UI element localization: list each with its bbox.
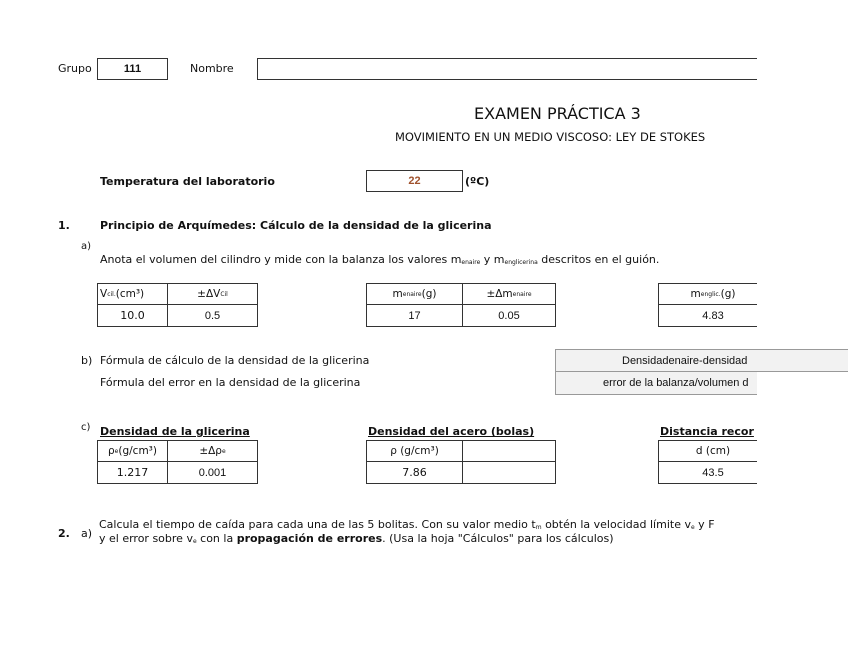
formula-density-input[interactable]: Densidadenaire-densidad (555, 349, 848, 372)
nombre-label: Nombre (190, 62, 234, 75)
density-steel-title: Densidad del acero (bolas) (368, 425, 535, 438)
mass-air-input[interactable]: 17 (366, 304, 463, 327)
density-steel-header: ρ (g/cm³) (366, 440, 463, 462)
density-gly-error-header: ±Δρ e (167, 440, 258, 462)
temperature-unit: (ºC) (465, 175, 490, 188)
distance-title: Distancia recor (660, 425, 754, 438)
mass-gly-table (658, 283, 757, 328)
grupo-input[interactable]: 111 (97, 58, 168, 80)
section-2-line-1: Calcula el tiempo de caída para cada una de las 5 bolitas. Con su valor medio $t_m$ obtén la velocidad límite $v_e$ y F (99, 518, 715, 531)
section-1-number: 1. (58, 219, 70, 232)
temperature-input[interactable]: 22 (366, 170, 463, 192)
formula-error-input[interactable]: error de la balanza/volumen d (555, 371, 757, 395)
item-a-text: Anota el volumen del cilindro y mide con la balanza los valores $m_{enaire}$ y $m_{englicerina}$ descritos en el guión. (100, 253, 660, 266)
distance-header: d (cm) (658, 440, 757, 462)
mass-gly-input[interactable]: 4.83 (658, 304, 757, 327)
density-steel-empty-header (462, 440, 556, 462)
density-gly-header: ρ e (g/cm³) (97, 440, 168, 462)
item-c-letter: c) (81, 422, 91, 433)
temperature-label: Temperatura del laboratorio (100, 175, 275, 188)
item-a-letter: a) (81, 241, 92, 252)
density-gly-value[interactable]: 1.217 (97, 461, 168, 484)
density-gly-error-value[interactable]: 0.001 (167, 461, 258, 484)
cyl-error-header: ±ΔV Cil (167, 283, 258, 305)
distance-block (658, 422, 757, 485)
formula-error-label: Fórmula del error en la densidad de la glicerina (100, 376, 361, 389)
nombre-input-clip (757, 50, 848, 90)
density-steel-empty-value[interactable] (462, 461, 556, 484)
mass-air-error-header: ±Δm enaire (462, 283, 556, 305)
cyl-error-input[interactable]: 0.5 (167, 304, 258, 327)
distance-value[interactable]: 43.5 (658, 461, 757, 484)
formula-error-clip (555, 371, 757, 395)
density-glycerine-title: Densidad de la glicerina (100, 425, 250, 438)
cyl-volume-header: V cil. (cm³) (97, 283, 168, 305)
section-2-text (99, 516, 848, 550)
section-2-number: 2. (58, 527, 70, 540)
item-b-letter: b) (81, 354, 93, 367)
grupo-label: Grupo (58, 62, 92, 75)
mass-air-error-input[interactable]: 0.05 (462, 304, 556, 327)
formula-density-label: Fórmula de cálculo de la densidad de la glicerina (100, 354, 370, 367)
section-2-letter: a) (81, 527, 93, 540)
mass-air-header: m enaire (g) (366, 283, 463, 305)
section-2-line-2: y el error sobre $v_e$ con la propagación de errores. (Usa la hoja "Cálculos" para los cálculos) (99, 532, 614, 545)
section-1-heading: Principio de Arquímedes: Cálculo de la densidad de la glicerina (100, 219, 492, 232)
cyl-volume-input[interactable]: 10.0 (97, 304, 168, 327)
page-title: EXAMEN PRÁCTICA 3 (474, 104, 641, 123)
density-steel-value[interactable]: 7.86 (366, 461, 463, 484)
page-subtitle: MOVIMIENTO EN UN MEDIO VISCOSO: LEY DE STOKES (395, 130, 706, 144)
nombre-input[interactable] (257, 58, 777, 80)
mass-gly-header: m englic. (g) (658, 283, 757, 305)
